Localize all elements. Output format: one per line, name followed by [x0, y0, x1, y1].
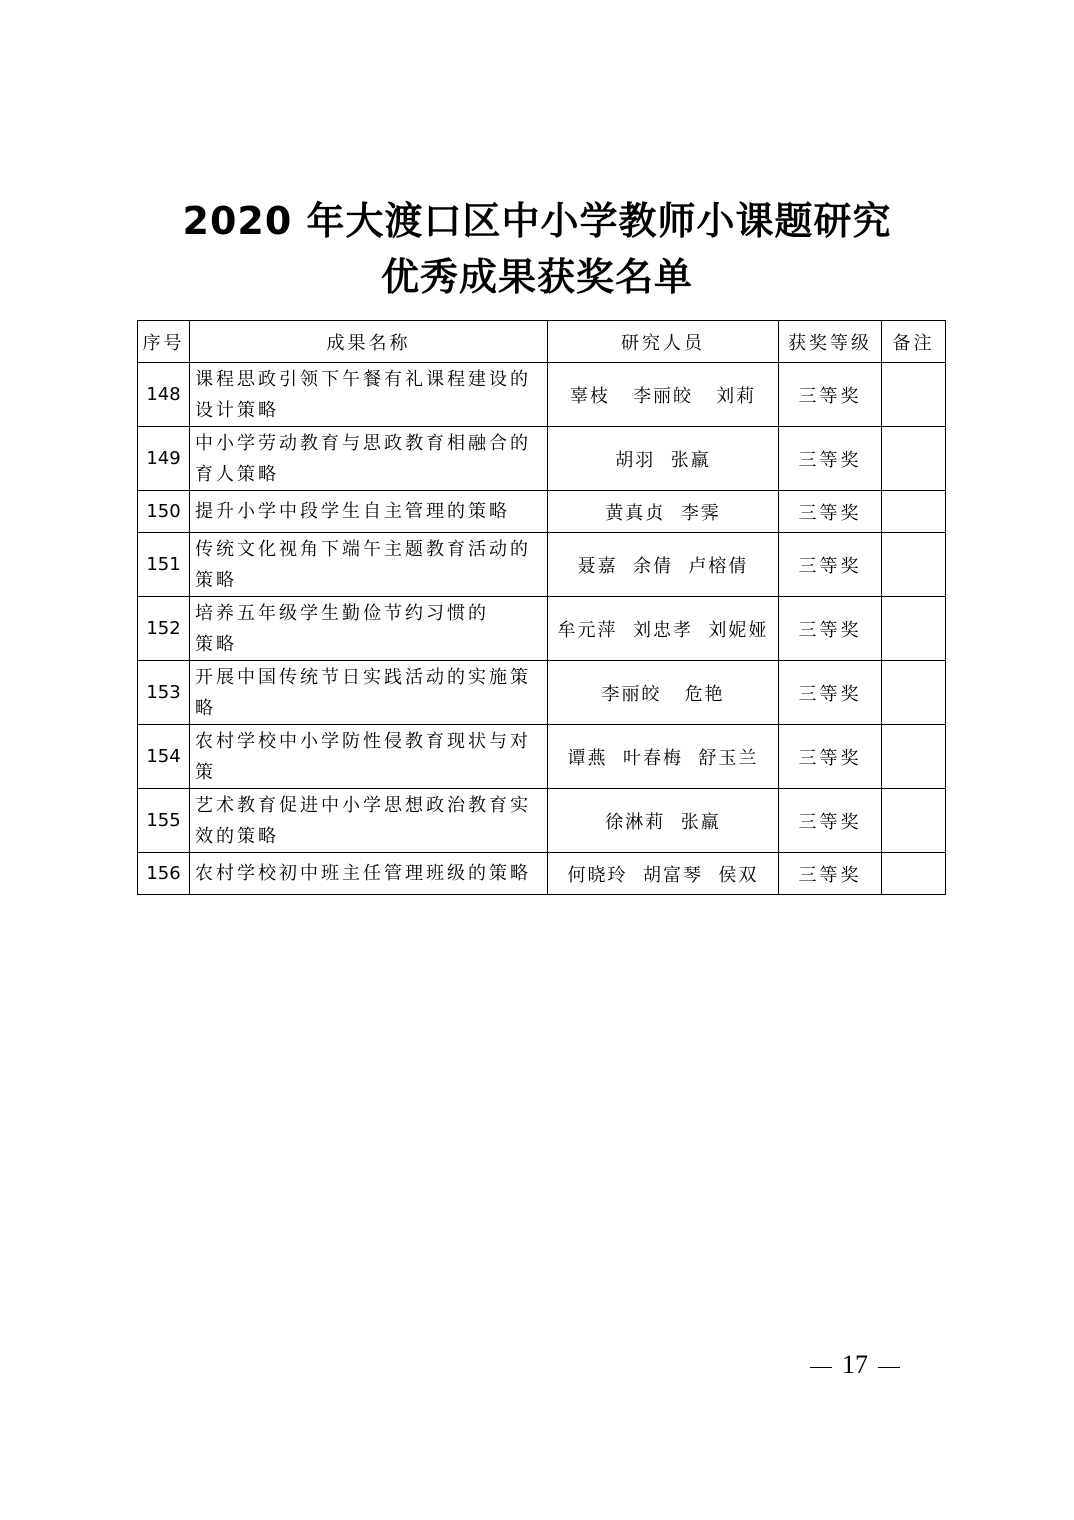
achievement-name: 培养五年级学生勤俭节约习惯的 策略 — [190, 597, 548, 661]
researchers: 聂嘉 余倩 卢榕倩 — [548, 533, 779, 597]
header-level: 获奖等级 — [779, 321, 882, 363]
table-row — [138, 427, 946, 491]
table-row — [138, 491, 946, 533]
table-row — [138, 725, 946, 789]
header-people: 研究人员 — [548, 321, 779, 363]
achievement-name: 提升小学中段学生自主管理的策略 — [190, 491, 548, 533]
award-level: 三等奖 — [779, 725, 882, 789]
achievement-name: 课程思政引领下午餐有礼课程建设的设计策略 — [190, 363, 548, 427]
award-level: 三等奖 — [779, 597, 882, 661]
header-note: 备注 — [882, 321, 946, 363]
achievement-name: 开展中国传统节日实践活动的实施策略 — [190, 661, 548, 725]
remarks — [882, 661, 946, 725]
remarks — [882, 427, 946, 491]
title-line-2: 优秀成果获奖名单 — [380, 255, 693, 299]
row-number: 148 — [138, 363, 190, 427]
researchers: 徐淋莉 张羸 — [548, 789, 779, 853]
row-number: 156 — [138, 853, 190, 895]
row-number: 152 — [138, 597, 190, 661]
remarks — [882, 533, 946, 597]
remarks — [882, 789, 946, 853]
row-number: 151 — [138, 533, 190, 597]
header-name: 成果名称 — [190, 321, 548, 363]
researchers: 李丽皎 危艳 — [548, 661, 779, 725]
header-no: 序号 — [138, 321, 190, 363]
achievement-name: 农村学校初中班主任管理班级的策略 — [190, 853, 548, 895]
researchers: 牟元萍 刘忠孝 刘妮娅 — [548, 597, 779, 661]
dash-left — [810, 1367, 832, 1368]
table-row — [138, 363, 946, 427]
award-level: 三等奖 — [779, 853, 882, 895]
table-header-row — [138, 321, 946, 363]
researchers: 辜枝 李丽皎 刘莉 — [548, 363, 779, 427]
table-row — [138, 661, 946, 725]
achievement-name: 传统文化视角下端午主题教育活动的策略 — [190, 533, 548, 597]
researchers: 黄真贞 李霁 — [548, 491, 779, 533]
remarks — [882, 597, 946, 661]
table-row — [138, 597, 946, 661]
table-row — [138, 789, 946, 853]
row-number: 149 — [138, 427, 190, 491]
row-number: 154 — [138, 725, 190, 789]
award-level: 三等奖 — [779, 533, 882, 597]
achievement-name: 艺术教育促进中小学思想政治教育实效的策略 — [190, 789, 548, 853]
remarks — [882, 725, 946, 789]
dash-right — [878, 1367, 900, 1368]
award-level: 三等奖 — [779, 789, 882, 853]
award-level: 三等奖 — [779, 427, 882, 491]
award-table — [137, 320, 946, 895]
page-footer — [800, 1348, 910, 1382]
document-title — [0, 193, 1074, 305]
table-row — [138, 533, 946, 597]
table-row — [138, 853, 946, 895]
row-number: 155 — [138, 789, 190, 853]
researchers: 谭燕 叶春梅 舒玉兰 — [548, 725, 779, 789]
award-level: 三等奖 — [779, 363, 882, 427]
row-number: 150 — [138, 491, 190, 533]
remarks — [882, 491, 946, 533]
remarks — [882, 363, 946, 427]
researchers: 何晓玲 胡富琴 侯双 — [548, 853, 779, 895]
award-level: 三等奖 — [779, 491, 882, 533]
achievement-name: 中小学劳动教育与思政教育相融合的育人策略 — [190, 427, 548, 491]
page-number: 17 — [842, 1350, 868, 1379]
award-level: 三等奖 — [779, 661, 882, 725]
row-number: 153 — [138, 661, 190, 725]
researchers: 胡羽 张羸 — [548, 427, 779, 491]
title-line-1: 2020 年大渡口区中小学教师小课题研究 — [182, 199, 892, 243]
remarks — [882, 853, 946, 895]
achievement-name: 农村学校中小学防性侵教育现状与对策 — [190, 725, 548, 789]
